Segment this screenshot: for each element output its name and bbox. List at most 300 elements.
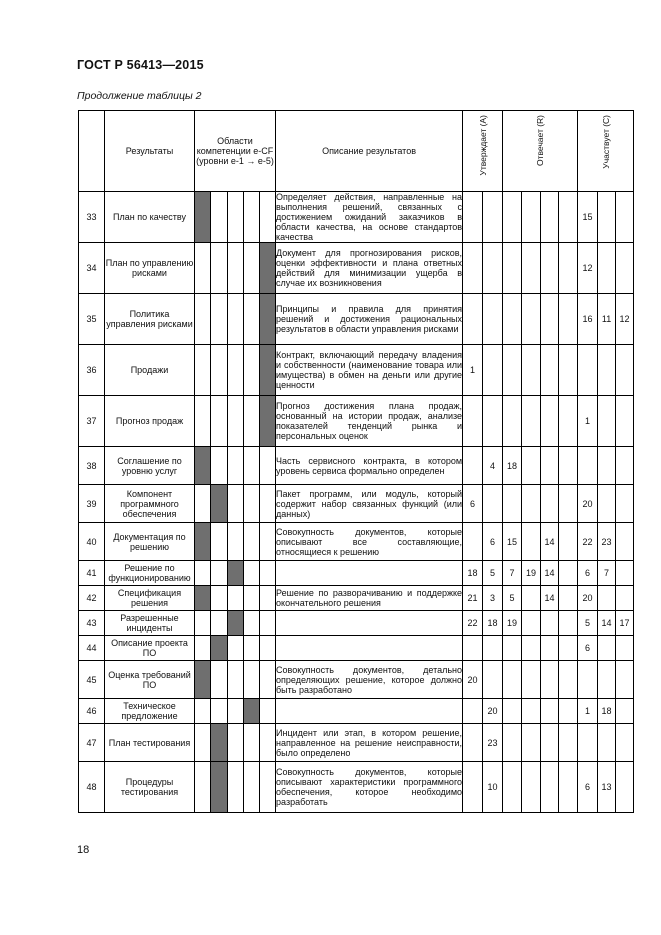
header-approves: Утверждает (A)	[477, 115, 488, 176]
participates-value: 6	[578, 561, 598, 586]
result-description: Прогноз достижения плана продаж, основанный на истории продаж, анализе показателей тенденций рынка и персональных оценок	[276, 396, 463, 447]
row-number: 37	[79, 396, 105, 447]
participates-value: 13	[598, 762, 616, 813]
approves-value	[463, 523, 483, 561]
participates-value	[616, 396, 634, 447]
result-description: Часть сервисного контракта, в котором уровень сервиса формально определен	[276, 447, 463, 485]
competence-level-cell	[228, 243, 244, 294]
row-number: 46	[79, 699, 105, 724]
competence-level-shaded	[211, 636, 228, 661]
competence-level-cell	[244, 447, 260, 485]
result-description: Решение по разворачиванию и поддержке окончательного решения	[276, 586, 463, 611]
participates-value	[598, 345, 616, 396]
responsible-value	[522, 586, 541, 611]
competence-level-cell	[260, 586, 276, 611]
responsible-value	[522, 699, 541, 724]
responsible-value	[522, 396, 541, 447]
responsible-value	[522, 611, 541, 636]
result-description	[276, 561, 463, 586]
approves-value: 21	[463, 586, 483, 611]
responsible-value: 14	[541, 523, 559, 561]
header-results: Результаты	[105, 111, 195, 192]
participates-value: 14	[598, 611, 616, 636]
competence-level-cell	[260, 192, 276, 243]
participates-value	[598, 724, 616, 762]
competence-level-cell	[260, 523, 276, 561]
responsible-value	[541, 762, 559, 813]
responsible-value	[559, 762, 578, 813]
approves-value: 6	[463, 485, 483, 523]
competence-level-cell	[211, 345, 228, 396]
approves-value	[463, 762, 483, 813]
competence-level-cell	[211, 586, 228, 611]
responsible-value	[522, 447, 541, 485]
row-number: 42	[79, 586, 105, 611]
competence-level-cell	[195, 636, 211, 661]
responsible-value	[522, 345, 541, 396]
responsible-value	[541, 243, 559, 294]
approves-value	[463, 396, 483, 447]
competence-level-cell	[244, 345, 260, 396]
responsible-value: 14	[541, 586, 559, 611]
result-description: Документ для прогнозирования рисков, оценки эффективности и плана ответных действий для минимизации ущерба в случае их возникновения	[276, 243, 463, 294]
result-description: Контракт, включающий передачу владения и собственности (наименование товара или имущества) в обмен на деньги или другие ценности	[276, 345, 463, 396]
responsible-value	[559, 636, 578, 661]
competence-level-cell	[228, 345, 244, 396]
participates-value	[616, 345, 634, 396]
result-description: Определяет действия, направленные на выполнения решений, связанных с достижением ожиданий заказчиков в области качества, на основе стандартов качества	[276, 192, 463, 242]
table-row	[79, 294, 634, 345]
responsible-value	[559, 345, 578, 396]
participates-value	[616, 523, 634, 561]
responsible-value	[541, 636, 559, 661]
competence-level-cell	[244, 661, 260, 699]
responsible-value	[503, 396, 522, 447]
responsible-value	[503, 661, 522, 699]
responsible-value: 14	[541, 561, 559, 586]
competence-level-cell	[195, 243, 211, 294]
responsible-value	[559, 294, 578, 345]
result-name: Спецификация решения	[105, 586, 195, 611]
participates-value	[616, 636, 634, 661]
competence-level-shaded	[195, 192, 211, 243]
responsible-value	[559, 586, 578, 611]
competence-level-cell	[244, 636, 260, 661]
participates-value: 12	[616, 294, 634, 345]
table-row	[79, 561, 634, 586]
responsible-value	[522, 636, 541, 661]
competence-level-cell	[211, 611, 228, 636]
table-row	[79, 396, 634, 447]
responsible-value	[522, 523, 541, 561]
participates-value	[616, 561, 634, 586]
result-name: Процедуры тестирования	[105, 762, 195, 813]
competence-level-shaded	[260, 294, 276, 345]
participates-value: 11	[598, 294, 616, 345]
competence-level-cell	[228, 396, 244, 447]
participates-value	[616, 762, 634, 813]
approves-value: 6	[483, 523, 503, 561]
responsible-value: 19	[522, 561, 541, 586]
participates-value	[616, 192, 634, 243]
responsible-value	[503, 762, 522, 813]
responsible-value	[503, 724, 522, 762]
responsible-value	[541, 661, 559, 699]
participates-value: 15	[578, 192, 598, 243]
page-number: 18	[77, 844, 90, 856]
competence-level-shaded	[260, 345, 276, 396]
competence-level-shaded	[228, 611, 244, 636]
competence-level-cell	[211, 523, 228, 561]
approves-value: 1	[463, 345, 483, 396]
table-row	[79, 485, 634, 523]
competence-level-cell	[195, 345, 211, 396]
approves-value: 20	[463, 661, 483, 699]
competence-level-cell	[228, 447, 244, 485]
participates-value: 6	[578, 762, 598, 813]
competence-level-cell	[195, 561, 211, 586]
result-description: Инцидент или этап, в котором решение, направленное на решение неисправности, было определено	[276, 724, 463, 762]
approves-value	[483, 243, 503, 294]
responsible-value	[522, 661, 541, 699]
responsible-value	[541, 192, 559, 243]
participates-value: 1	[578, 396, 598, 447]
competence-level-cell	[228, 523, 244, 561]
competence-level-cell	[260, 485, 276, 523]
table-row	[79, 762, 634, 813]
table-row	[79, 661, 634, 699]
responsible-value	[541, 485, 559, 523]
competence-level-cell	[244, 586, 260, 611]
competence-level-cell	[228, 485, 244, 523]
row-number: 47	[79, 724, 105, 762]
participates-value: 16	[578, 294, 598, 345]
result-name: Политика управления рисками	[105, 294, 195, 345]
approves-value: 22	[463, 611, 483, 636]
competence-level-cell	[211, 661, 228, 699]
participates-value: 12	[578, 243, 598, 294]
responsible-value	[559, 485, 578, 523]
competence-level-cell	[260, 636, 276, 661]
responsible-value	[541, 699, 559, 724]
competence-level-cell	[228, 586, 244, 611]
approves-value	[483, 636, 503, 661]
competence-level-shaded	[211, 724, 228, 762]
responsible-value	[559, 523, 578, 561]
approves-value: 4	[483, 447, 503, 485]
table-row	[79, 611, 634, 636]
competence-level-cell	[211, 192, 228, 243]
responsible-value	[503, 294, 522, 345]
result-name: Соглашение по уровню услуг	[105, 447, 195, 485]
approves-value: 18	[463, 561, 483, 586]
approves-value	[463, 636, 483, 661]
header-description: Описание результатов	[276, 111, 463, 192]
responsible-value	[503, 192, 522, 243]
row-number: 39	[79, 485, 105, 523]
results-table	[78, 110, 634, 813]
result-name: Продажи	[105, 345, 195, 396]
participates-value	[616, 699, 634, 724]
result-name: Описание проекта ПО	[105, 636, 195, 661]
competence-level-cell	[195, 699, 211, 724]
row-number: 33	[79, 192, 105, 243]
competence-level-cell	[211, 447, 228, 485]
responsible-value	[541, 611, 559, 636]
competence-level-cell	[228, 192, 244, 243]
competence-level-cell	[244, 243, 260, 294]
participates-value: 18	[598, 699, 616, 724]
approves-value	[463, 724, 483, 762]
competence-level-cell	[260, 724, 276, 762]
row-number: 41	[79, 561, 105, 586]
approves-value: 20	[483, 699, 503, 724]
participates-value	[598, 485, 616, 523]
responsible-value	[522, 762, 541, 813]
approves-value	[483, 396, 503, 447]
competence-level-shaded	[260, 396, 276, 447]
competence-level-cell	[260, 447, 276, 485]
result-name: Техническое предложение	[105, 699, 195, 724]
competence-level-shaded	[244, 699, 260, 724]
competence-level-shaded	[260, 243, 276, 294]
table-row	[79, 699, 634, 724]
table-header-row	[79, 111, 634, 192]
responsible-value	[541, 447, 559, 485]
responsible-value	[559, 243, 578, 294]
participates-value	[616, 485, 634, 523]
table-caption: Продолжение таблицы 2	[77, 90, 202, 102]
result-description	[276, 699, 463, 724]
responsible-value	[522, 243, 541, 294]
table-row	[79, 586, 634, 611]
responsible-value	[522, 724, 541, 762]
row-number: 35	[79, 294, 105, 345]
competence-level-cell	[244, 561, 260, 586]
table-row	[79, 192, 634, 243]
responsible-value: 15	[503, 523, 522, 561]
result-description	[276, 611, 463, 636]
participates-value: 6	[578, 636, 598, 661]
responsible-value	[522, 294, 541, 345]
table-row	[79, 724, 634, 762]
competence-level-cell	[211, 396, 228, 447]
competence-level-cell	[244, 192, 260, 243]
participates-value	[598, 661, 616, 699]
approves-value: 10	[483, 762, 503, 813]
participates-value	[598, 192, 616, 243]
competence-level-cell	[211, 561, 228, 586]
table-row	[79, 523, 634, 561]
header-participates: Участвует (C)	[600, 115, 611, 169]
competence-level-shaded	[195, 523, 211, 561]
header-competence: Области компетенции e-CF (уровни e-1 → e-5)	[195, 111, 276, 192]
participates-value	[598, 447, 616, 485]
competence-level-cell	[260, 762, 276, 813]
competence-level-cell	[244, 396, 260, 447]
competence-level-cell	[244, 611, 260, 636]
responsible-value: 5	[503, 586, 522, 611]
row-number: 48	[79, 762, 105, 813]
competence-level-cell	[244, 523, 260, 561]
competence-level-cell	[195, 396, 211, 447]
responsible-value	[503, 345, 522, 396]
responsible-value	[503, 699, 522, 724]
result-description	[276, 636, 463, 661]
responsible-value	[559, 561, 578, 586]
competence-level-cell	[195, 294, 211, 345]
approves-value	[483, 345, 503, 396]
participates-value	[598, 636, 616, 661]
responsible-value	[559, 611, 578, 636]
participates-value	[598, 586, 616, 611]
participates-value: 22	[578, 523, 598, 561]
competence-level-cell	[228, 636, 244, 661]
approves-value: 5	[483, 561, 503, 586]
participates-value	[578, 447, 598, 485]
competence-level-cell	[228, 724, 244, 762]
competence-level-cell	[244, 724, 260, 762]
result-name: Оценка требований ПО	[105, 661, 195, 699]
competence-level-cell	[244, 294, 260, 345]
competence-level-cell	[211, 294, 228, 345]
competence-level-cell	[195, 762, 211, 813]
approves-value: 18	[483, 611, 503, 636]
participates-value	[616, 724, 634, 762]
competence-level-shaded	[228, 561, 244, 586]
document-title: ГОСТ Р 56413—2015	[77, 58, 204, 72]
approves-value	[483, 485, 503, 523]
result-name: Документация по решению	[105, 523, 195, 561]
table-body	[79, 192, 634, 813]
row-number: 38	[79, 447, 105, 485]
competence-level-cell	[228, 661, 244, 699]
responsible-value	[522, 485, 541, 523]
participates-value: 17	[616, 611, 634, 636]
competence-level-cell	[260, 561, 276, 586]
row-number: 36	[79, 345, 105, 396]
competence-level-cell	[195, 611, 211, 636]
row-number: 43	[79, 611, 105, 636]
competence-level-cell	[211, 243, 228, 294]
approves-value	[463, 192, 483, 243]
competence-level-shaded	[211, 485, 228, 523]
responsible-value	[541, 396, 559, 447]
participates-value	[616, 586, 634, 611]
result-name: Прогноз продаж	[105, 396, 195, 447]
approves-value	[463, 243, 483, 294]
competence-level-cell	[228, 294, 244, 345]
approves-value	[483, 192, 503, 243]
approves-value	[483, 661, 503, 699]
participates-value: 1	[578, 699, 598, 724]
competence-level-cell	[260, 611, 276, 636]
responsible-value	[541, 724, 559, 762]
competence-level-cell	[260, 699, 276, 724]
approves-value: 23	[483, 724, 503, 762]
approves-value	[483, 294, 503, 345]
responsible-value	[522, 192, 541, 243]
result-name: План по качеству	[105, 192, 195, 243]
result-name: Решение по функционированию	[105, 561, 195, 586]
participates-value: 23	[598, 523, 616, 561]
responsible-value	[503, 485, 522, 523]
participates-value	[616, 447, 634, 485]
participates-value: 20	[578, 485, 598, 523]
row-number: 44	[79, 636, 105, 661]
responsible-value	[559, 699, 578, 724]
responsible-value	[559, 396, 578, 447]
responsible-value: 18	[503, 447, 522, 485]
competence-level-shaded	[195, 447, 211, 485]
header-number	[79, 111, 105, 192]
result-description: Совокупность документов, которые описывают характеристики программного обеспечения, которое необходимо разработать	[276, 762, 463, 813]
competence-level-cell	[195, 485, 211, 523]
participates-value	[598, 396, 616, 447]
approves-value	[463, 447, 483, 485]
table-row	[79, 447, 634, 485]
responsible-value	[503, 636, 522, 661]
header-responsible: Отвечает (R)	[535, 115, 546, 167]
responsible-value	[541, 294, 559, 345]
result-description: Совокупность документов, детально определяющих решение, которое должно быть разработано	[276, 661, 463, 699]
responsible-value	[559, 661, 578, 699]
participates-value: 7	[598, 561, 616, 586]
result-name: Компонент программного обеспечения	[105, 485, 195, 523]
competence-level-cell	[195, 724, 211, 762]
responsible-value	[559, 724, 578, 762]
competence-level-shaded	[195, 586, 211, 611]
row-number: 34	[79, 243, 105, 294]
competence-level-cell	[260, 661, 276, 699]
result-name: Разрешенные инциденты	[105, 611, 195, 636]
participates-value	[616, 661, 634, 699]
result-description: Совокупность документов, которые описывают все составляющие, относящиеся к решению	[276, 523, 463, 561]
competence-level-cell	[228, 699, 244, 724]
participates-value: 20	[578, 586, 598, 611]
row-number: 40	[79, 523, 105, 561]
table-row	[79, 636, 634, 661]
participates-value	[578, 345, 598, 396]
responsible-value	[559, 192, 578, 243]
row-number: 45	[79, 661, 105, 699]
approves-value	[463, 294, 483, 345]
competence-level-cell	[211, 699, 228, 724]
competence-level-shaded	[195, 661, 211, 699]
competence-level-cell	[244, 485, 260, 523]
responsible-value: 19	[503, 611, 522, 636]
responsible-value	[541, 345, 559, 396]
participates-value	[598, 243, 616, 294]
result-name: План тестирования	[105, 724, 195, 762]
participates-value	[578, 724, 598, 762]
responsible-value: 7	[503, 561, 522, 586]
participates-value	[578, 661, 598, 699]
approves-value: 3	[483, 586, 503, 611]
table-row	[79, 243, 634, 294]
table-row	[79, 345, 634, 396]
result-description: Пакет программ, или модуль, который содержит набор связанных функций (или данных)	[276, 485, 463, 523]
participates-value	[616, 243, 634, 294]
result-description: Принципы и правила для принятия решений и достижения рациональных результатов в области управления рисками	[276, 294, 463, 345]
competence-level-cell	[244, 762, 260, 813]
result-name: План по управлению рисками	[105, 243, 195, 294]
approves-value	[463, 699, 483, 724]
competence-level-shaded	[211, 762, 228, 813]
responsible-value	[503, 243, 522, 294]
participates-value: 5	[578, 611, 598, 636]
responsible-value	[559, 447, 578, 485]
